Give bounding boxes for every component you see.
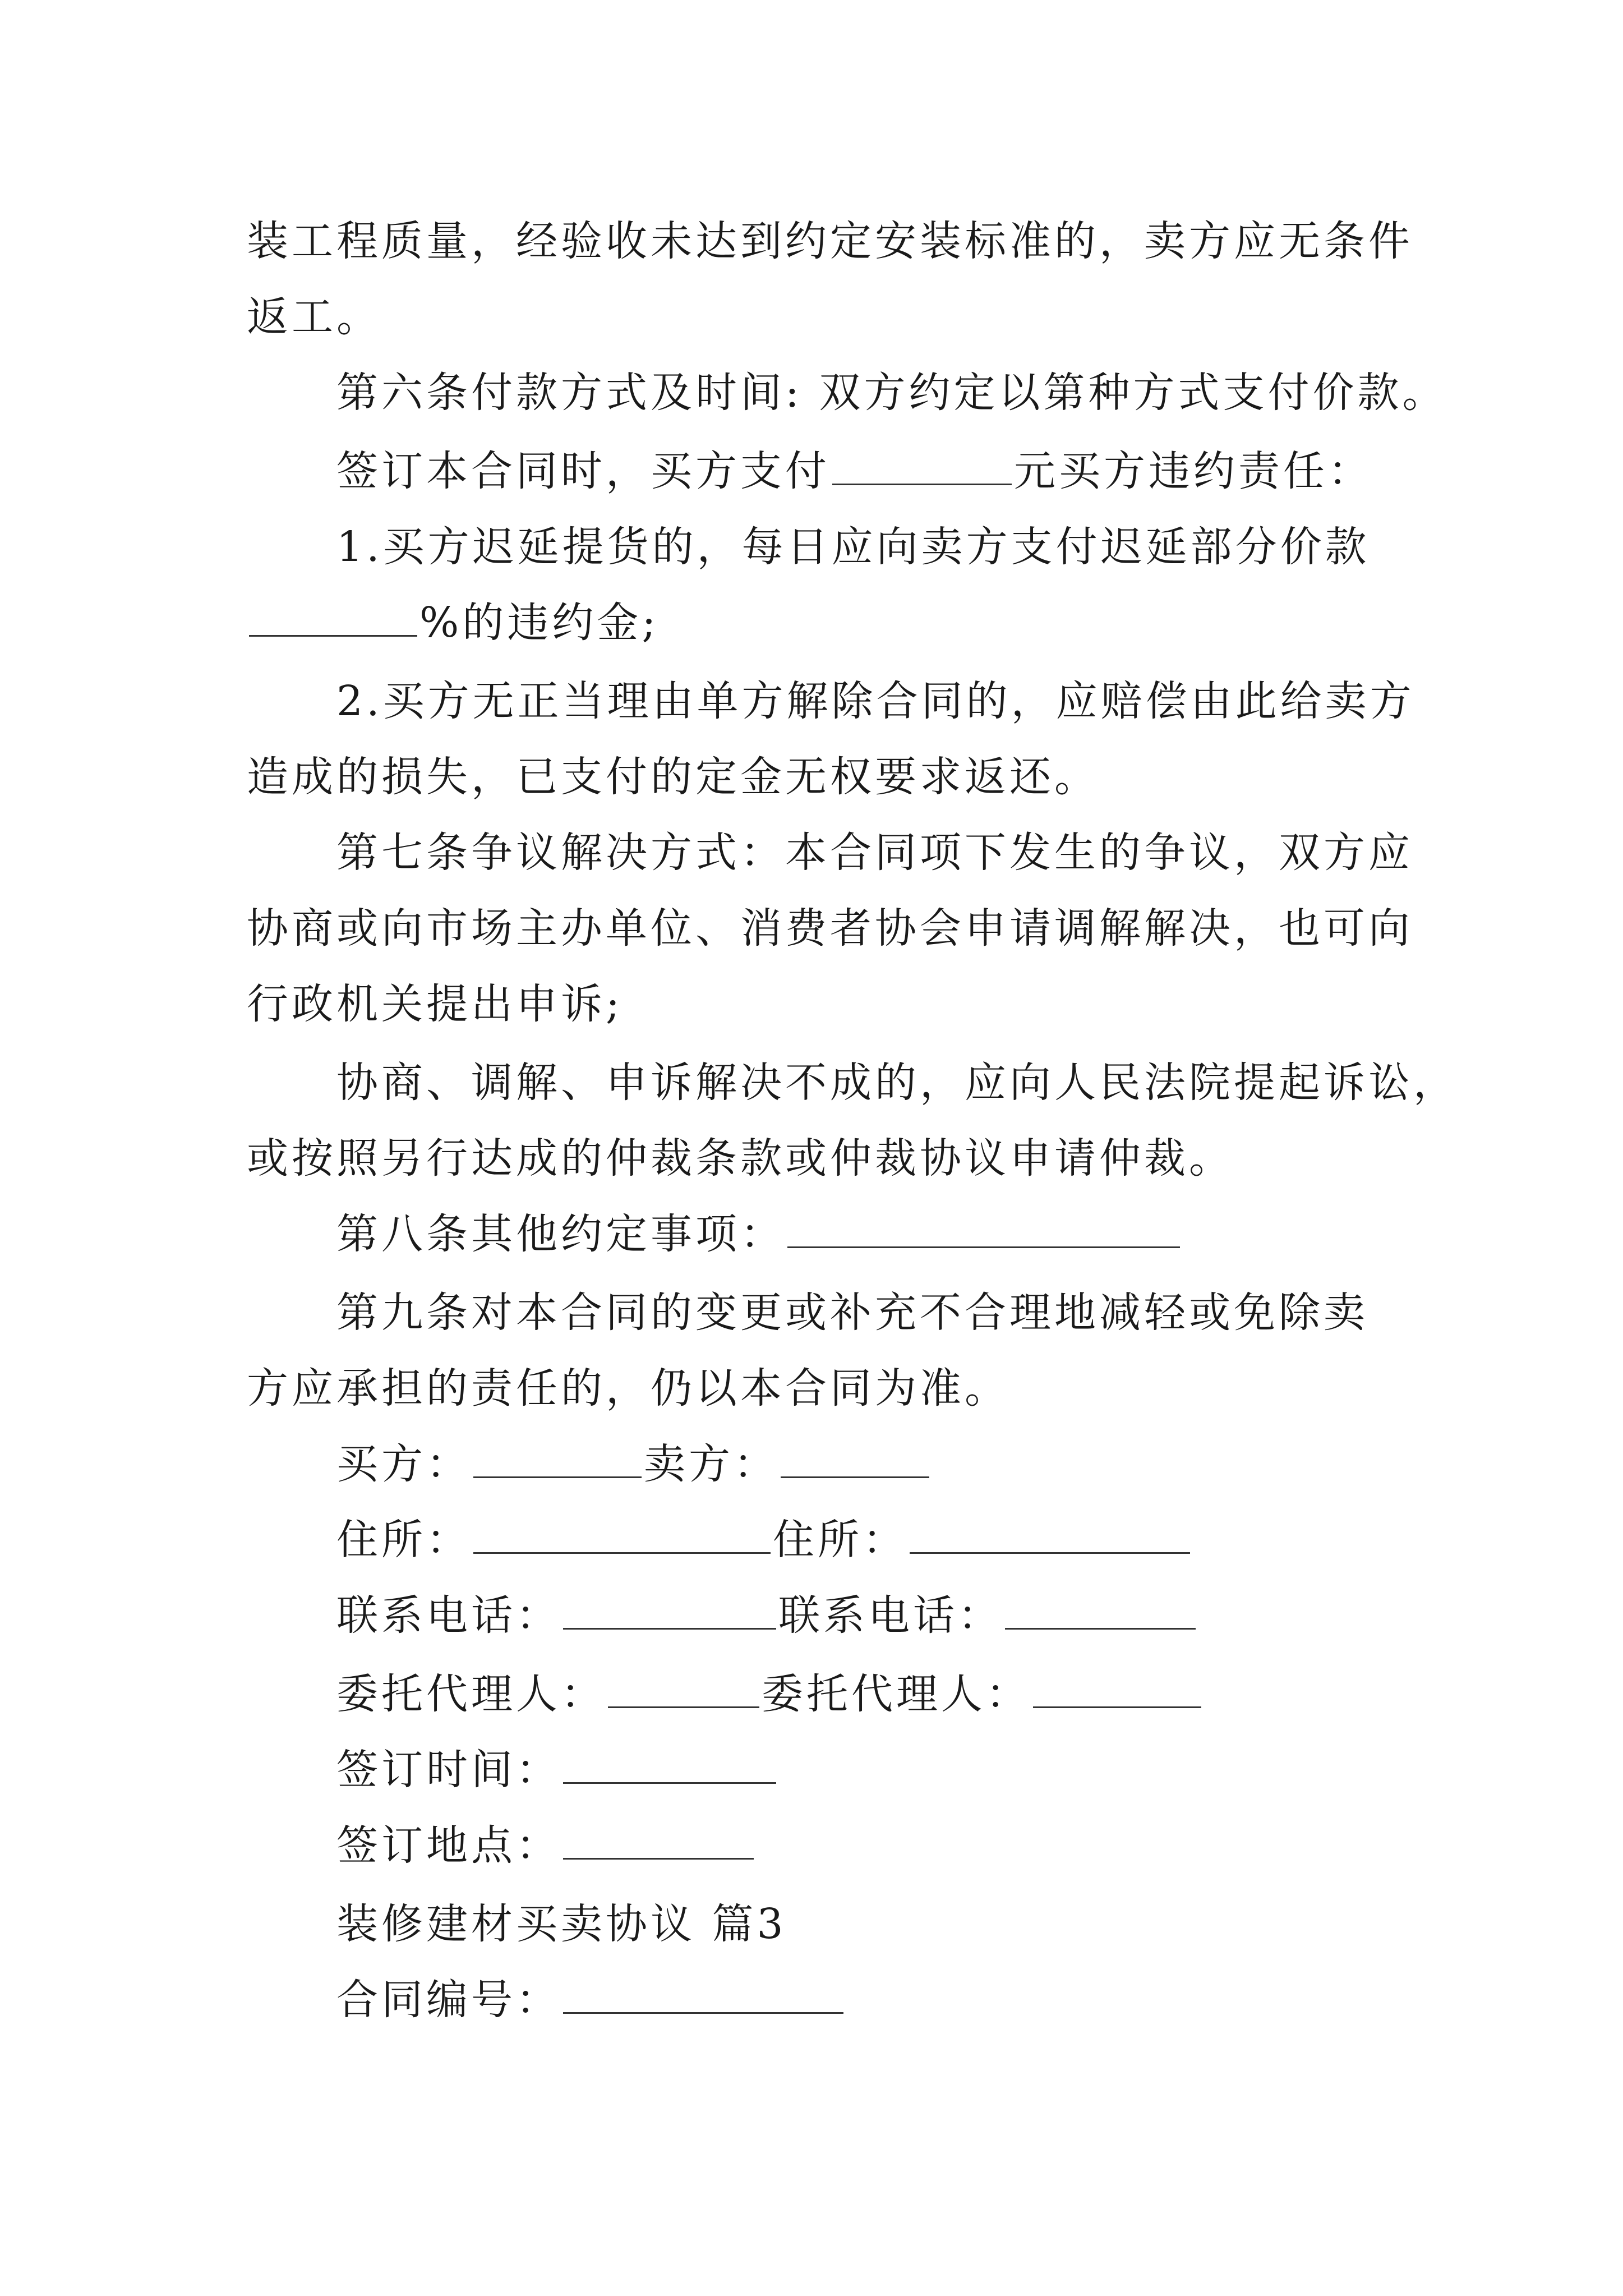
sign-place-label: 签订地点：	[336, 1821, 561, 1870]
article-6-heading: 第六条付款方式及时间: 双方约定以第种方式支付价款。	[336, 369, 1447, 417]
breach-item-1-cont	[247, 595, 659, 651]
breach-item-1: 1.买方迟延提货的，每日应向卖方支付迟延部分价款	[336, 523, 1370, 571]
signature-agent	[336, 1666, 1204, 1722]
sign-place-blank[interactable]	[563, 1819, 754, 1860]
seller-address-blank[interactable]	[910, 1513, 1190, 1554]
dispute-paragraph-cont: 或按照另行达成的仲裁条款或仲裁协议申请仲裁。	[247, 1134, 1234, 1182]
paragraph-line: 装工程质量，经验收未达到约定安装标准的，卖方应无条件	[247, 217, 1413, 265]
article-8-heading: 第八条其他约定事项：	[336, 1210, 785, 1258]
seller-label: 卖方：	[644, 1440, 778, 1488]
paragraph-line: 返工。	[247, 293, 381, 341]
article-7-heading: 第七条争议解决方式：本合同项下发生的争议，双方应	[336, 829, 1413, 877]
buyer-label: 买方：	[336, 1440, 471, 1488]
seller-phone-blank[interactable]	[1005, 1589, 1196, 1630]
article-8-line	[336, 1206, 1182, 1262]
signature-place	[336, 1818, 756, 1874]
seller-address-label: 住所：	[773, 1516, 907, 1564]
article-9-heading: 第九条对本合同的变更或补充不合理地减轻或免除卖	[336, 1289, 1368, 1337]
seller-agent-label: 委托代理人：	[762, 1670, 1031, 1718]
contract-number-line	[336, 1972, 846, 2028]
signature-parties	[336, 1436, 932, 1492]
buyer-address-blank[interactable]	[473, 1513, 771, 1554]
penalty-text: %的违约金;	[419, 599, 660, 647]
seller-agent-blank[interactable]	[1033, 1667, 1201, 1708]
signature-time	[336, 1742, 778, 1798]
sign-time-blank[interactable]	[563, 1743, 776, 1784]
payment-line	[336, 443, 1373, 499]
contract-number-blank[interactable]	[563, 1973, 843, 2014]
payment-text-before: 签订本合同时，买方支付	[336, 447, 830, 495]
buyer-phone-label: 联系电话：	[336, 1591, 561, 1640]
buyer-phone-blank[interactable]	[563, 1589, 776, 1630]
article-7-cont: 行政机关提出申诉;	[247, 980, 623, 1028]
signature-phone	[336, 1588, 1198, 1644]
signature-address	[336, 1512, 1192, 1568]
payment-amount-blank[interactable]	[832, 444, 1012, 485]
breach-item-2-cont: 造成的损失，已支付的定金无权要求返还。	[247, 753, 1099, 801]
breach-item-2: 2.买方无正当理由单方解除合同的，应赔偿由此给卖方	[336, 677, 1415, 725]
buyer-agent-blank[interactable]	[608, 1667, 759, 1708]
penalty-percent-blank[interactable]	[249, 596, 417, 637]
section-title: 装修建材买卖协议 篇3	[336, 1900, 787, 1948]
buyer-blank[interactable]	[473, 1437, 642, 1478]
article-9-cont: 方应承担的责任的，仍以本合同为准。	[247, 1364, 1009, 1412]
payment-text-after: 元买方违约责任：	[1014, 447, 1373, 495]
buyer-address-label: 住所：	[336, 1516, 471, 1564]
seller-blank[interactable]	[781, 1437, 929, 1478]
dispute-paragraph: 协商、调解、申诉解决不成的，应向人民法院提起诉讼，	[336, 1059, 1458, 1107]
other-matters-blank[interactable]	[787, 1207, 1180, 1248]
seller-phone-label: 联系电话：	[778, 1591, 1003, 1640]
contract-number-label: 合同编号：	[336, 1976, 561, 2024]
sign-time-label: 签订时间：	[336, 1746, 561, 1794]
buyer-agent-label: 委托代理人：	[336, 1670, 606, 1718]
article-7-cont: 协商或向市场主办单位、消费者协会申请调解解决，也可向	[247, 904, 1413, 953]
